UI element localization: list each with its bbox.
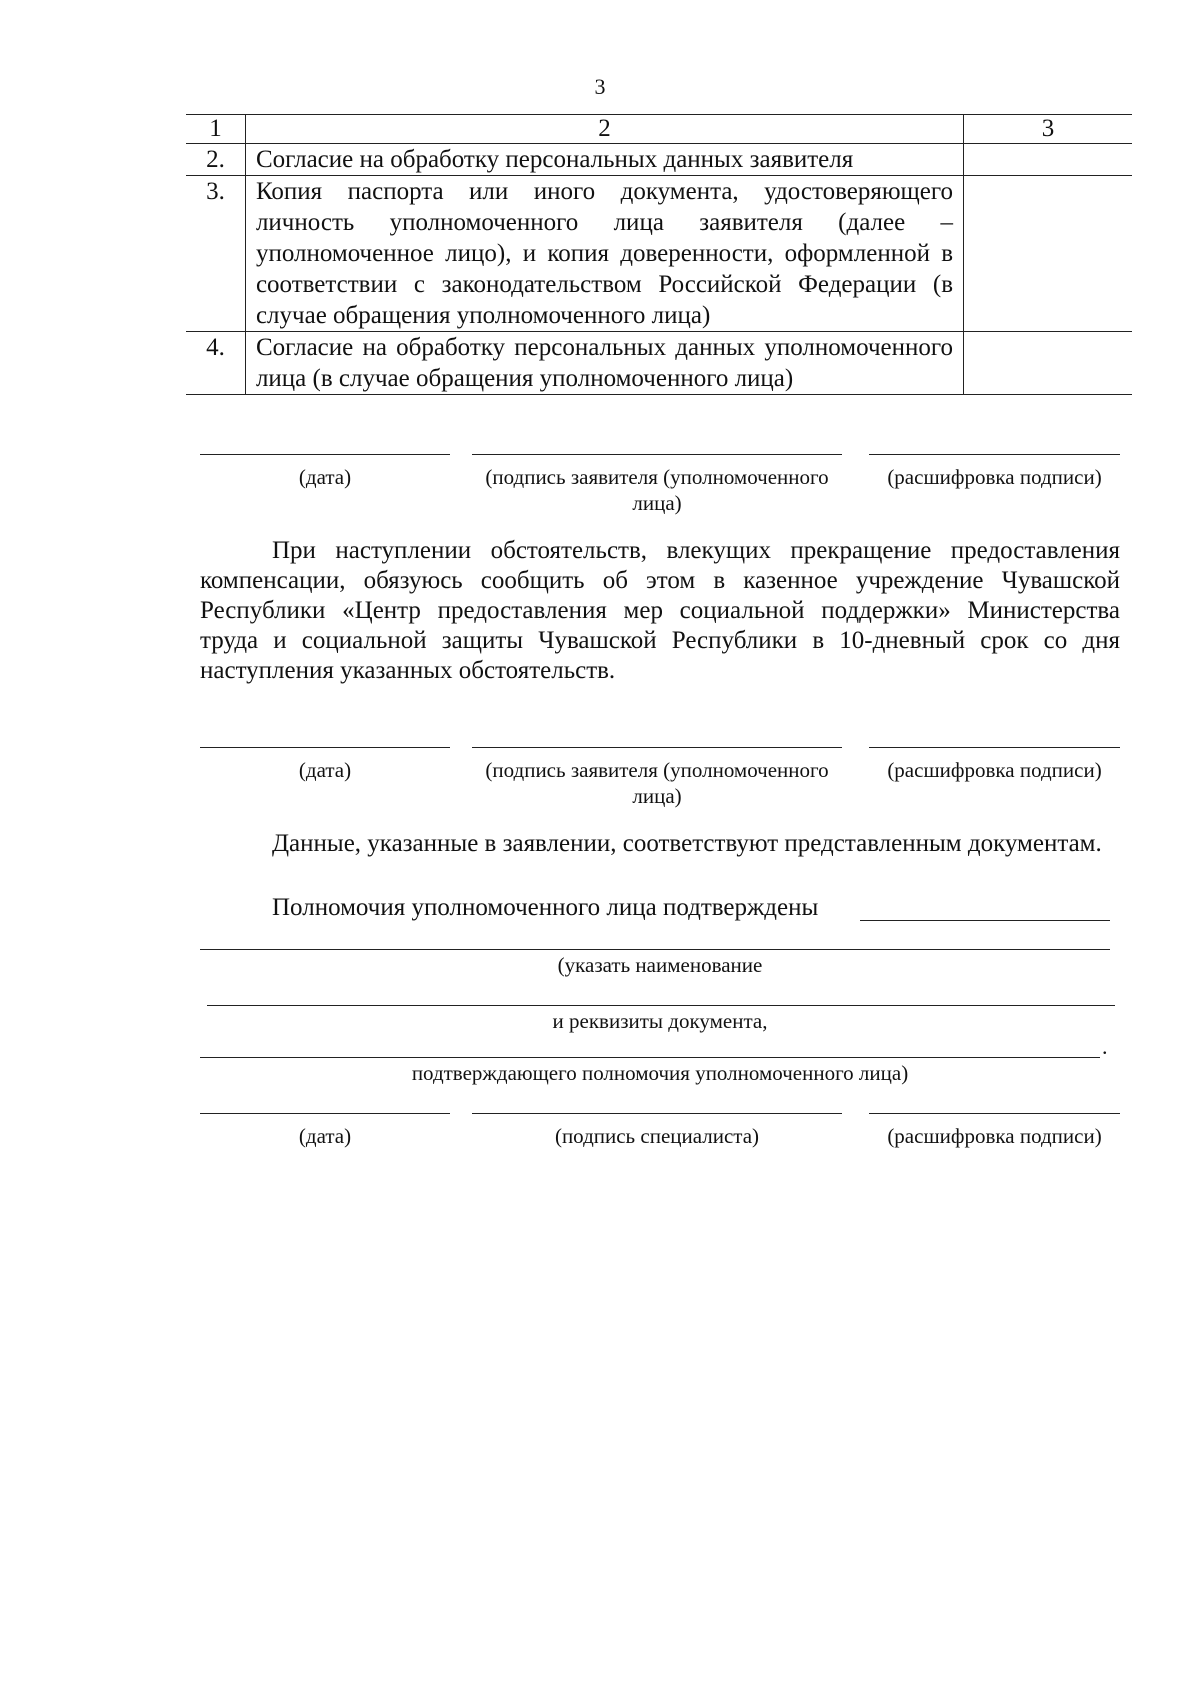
signature-caption: (подпись специалиста) [554,1124,760,1148]
row-col3-cell [964,176,1132,332]
document-details-caption: и реквизиты документа, [552,1009,768,1033]
authority-confirmed-label: Полномочия уполномоченного лица подтверждены [272,894,819,921]
date-caption: (дата) [298,758,352,782]
table-row [186,176,1132,332]
decoding-line [869,1113,1120,1114]
signature-block-applicant-1 [200,454,1120,524]
table-header-cell-3: 3 [964,115,1132,144]
line-end-period: . [1102,1034,1108,1059]
row-col3-cell [964,144,1132,176]
signature-block-applicant-2 [200,747,1120,817]
table-header-row [186,115,1132,144]
signature-caption: (подпись заявителя (уполномоченного лица) [485,465,829,515]
obligation-paragraph: При наступлении обстоятельств, влекущих прекращение предоставления компенсации, обязуюсь сообщить об этом в казенное учреждение Чувашской Республики «Центр предоставления мер социальной поддержки» Министерства труда и социальной защиты Чувашской Республики в 10-дневный срок со дня наступления указанных обстоятельств. [200,537,1120,684]
decoding-caption: (расшифровка подписи) [887,1124,1102,1148]
date-caption: (дата) [298,465,352,489]
authority-fill-line [860,920,1110,921]
document-name-line [200,949,1110,950]
row-number: 2. [186,144,245,176]
row-col3-cell [964,332,1132,395]
date-line [200,747,450,748]
decoding-caption: (расшифровка подписи) [887,465,1102,489]
document-confirm-caption: подтверждающего полномочия уполномоченного лица) [411,1061,909,1085]
row-document-text: Копия паспорта или иного документа, удостоверяющего личность уполномоченного лица заявителя (далее – уполномоченное лицо), и копия доверенности, оформленной в соответствии с законодательством Российской Федерации (в случае обращения уполномоченного лица) [255,178,954,329]
document-confirm-line [200,1057,1100,1058]
page-number: 3 [594,74,606,99]
row-document-text: Согласие на обработку персональных данных заявителя [255,146,854,173]
row-number: 4. [186,332,245,395]
signature-block-specialist [200,1113,1120,1183]
document-name-caption: (указать наименование [557,953,763,977]
row-document-text: Согласие на обработку персональных данных уполномоченного лица (в случае обращения уполномоченного лица) [255,334,954,392]
signature-line [472,747,842,748]
date-caption: (дата) [298,1124,352,1148]
signature-caption: (подпись заявителя (уполномоченного лица) [485,758,829,808]
decoding-caption: (расшифровка подписи) [887,758,1102,782]
decoding-line [869,454,1120,455]
table-row [186,332,1132,395]
table-row [186,144,1132,176]
table-header-cell-1: 1 [186,115,245,144]
documents-table [186,114,1132,395]
table-header-cell-2: 2 [245,115,963,144]
signature-line [472,454,842,455]
signature-line [472,1113,842,1114]
row-number: 3. [186,176,245,332]
data-match-paragraph: Данные, указанные в заявлении, соответствуют представленным документам. [272,830,1102,857]
document-details-line [207,1005,1115,1006]
decoding-line [869,747,1120,748]
date-line [200,1113,450,1114]
date-line [200,454,450,455]
